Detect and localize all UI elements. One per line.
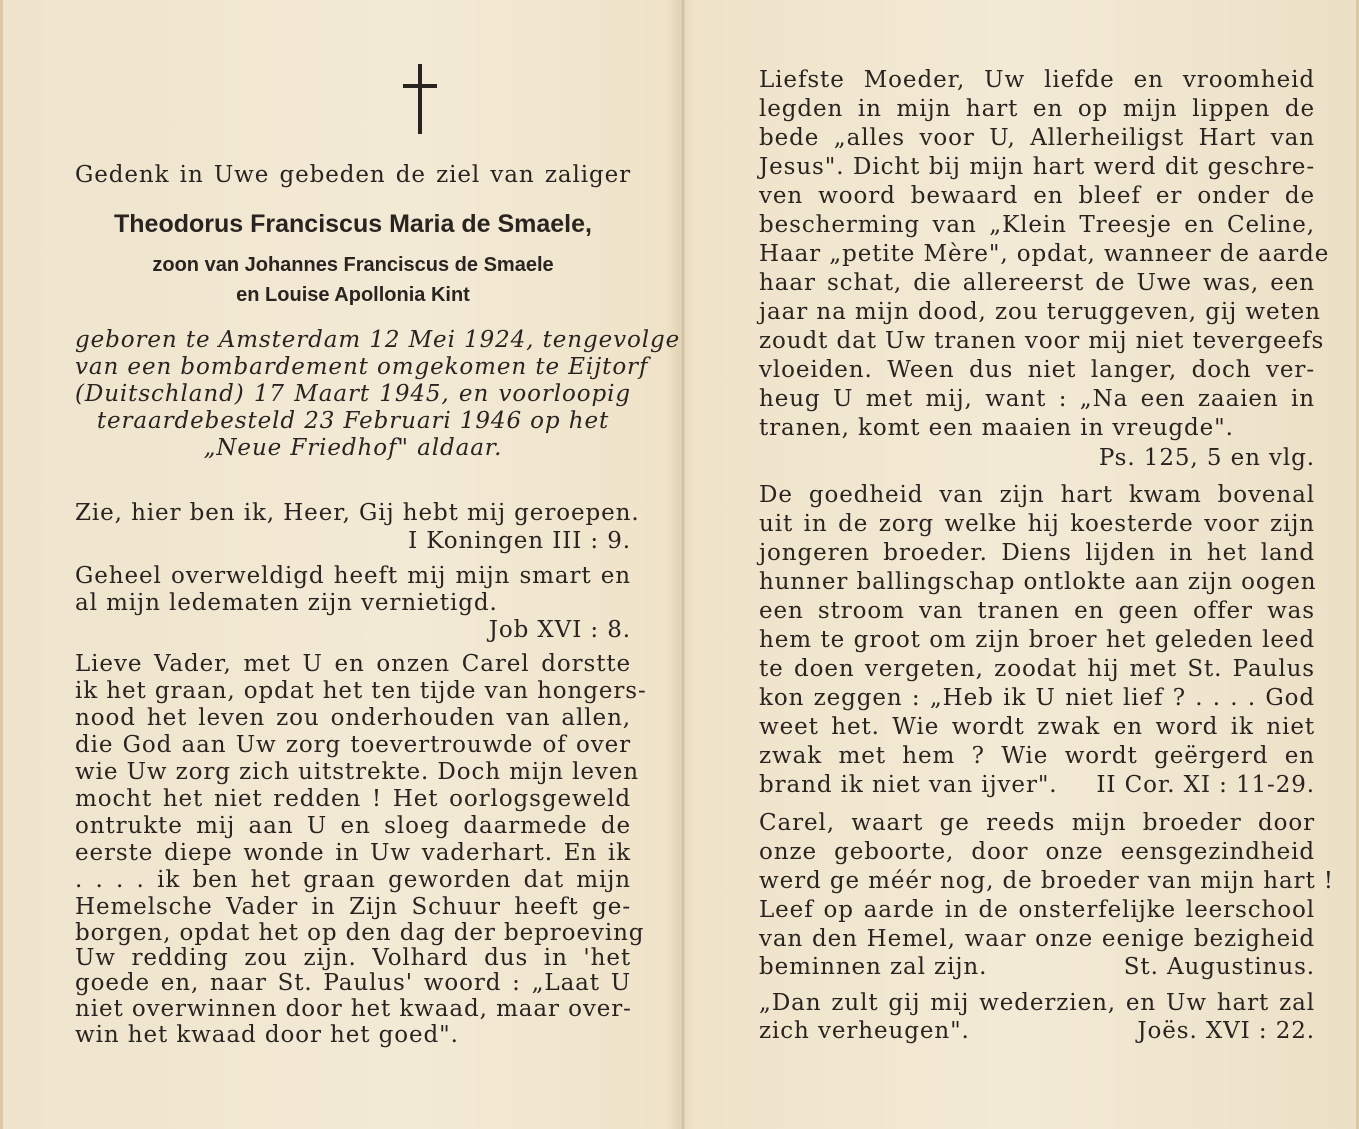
mother-paragraph-line: heug U met mij, want : „Na een zaaien in — [759, 386, 1315, 412]
mother-paragraph-line: Haar „petite Mère", opdat, wanneer de aarde — [759, 241, 1330, 267]
brother-paragraph-line: brand ik niet van ijver". — [759, 772, 1058, 798]
corinthians-reference: II Cor. XI : 11-29. — [1096, 772, 1315, 798]
left-page — [75, 0, 681, 1129]
closing-quote-line: zich verheugen". — [759, 1018, 970, 1044]
father-paragraph-line: borgen, opdat het op den dag der beproeving — [75, 920, 645, 946]
quote-2-line: Geheel overweldigd heeft mij mijn smart en — [75, 563, 631, 589]
card-fold — [681, 0, 685, 1129]
closing-quote-line: „Dan zult gij mij wederzien, en Uw hart zal — [759, 990, 1315, 1016]
carel-paragraph-line: werd ge méér nog, de broeder van mijn hart ! — [759, 868, 1334, 894]
father-paragraph-line: ontrukte mij aan U en sloeg daarmede de — [75, 813, 631, 839]
brother-paragraph-line: uit in de zorg welke hij koesterde voor zijn — [759, 511, 1315, 537]
bio-line: teraardebesteld 23 Februari 1946 op het — [96, 408, 610, 434]
closing-quote-last-line — [759, 1017, 1315, 1046]
parents-line-2: en Louise Apollonia Kint — [236, 284, 470, 306]
bio-line: „Neue Friedhof" aldaar. — [203, 435, 503, 461]
carel-paragraph-line: Carel, waart ge reeds mijn broeder door — [759, 810, 1315, 836]
mother-paragraph-line: zoudt dat Uw tranen voor mij niet tevergeefs — [759, 328, 1325, 354]
brother-paragraph-line: een stroom van tranen en geen offer was — [759, 598, 1315, 624]
mother-paragraph-line: Liefste Moeder, Uw liefde en vroomheid — [759, 67, 1315, 93]
carel-paragraph-line: onze geboorte, door onze eensgezindheid — [759, 839, 1315, 865]
father-paragraph-line: . . . . ik ben het graan geworden dat mijn — [75, 867, 631, 893]
father-paragraph-line: Uw redding zou zijn. Volhard dus in 'het — [75, 945, 631, 971]
father-paragraph-line: eerste diepe wonde in Uw vaderhart. En ik — [75, 840, 631, 866]
brother-paragraph-line: De goedheid van zijn hart kwam bovenal — [759, 482, 1315, 508]
father-paragraph-line: Lieve Vader, met U en onzen Carel dorstte — [75, 651, 631, 677]
john-reference: Joës. XVI : 22. — [1137, 1018, 1315, 1044]
quote-2-line: al mijn ledematen zijn vernietigd. — [75, 590, 498, 616]
right-page — [759, 0, 1334, 1129]
mother-paragraph-line: vloeiden. Ween dus niet langer, doch ver- — [759, 357, 1315, 383]
brother-paragraph-line: weet het. Wie wordt zwak en word ik niet — [759, 714, 1315, 740]
father-paragraph-line: Hemelsche Vader in Zijn Schuur heeft ge- — [75, 894, 631, 920]
father-paragraph-line: ik het graan, opdat het ten tijde van hongers- — [75, 678, 647, 704]
cross-icon — [399, 64, 441, 136]
mother-paragraph-line: bede „alles voor U, Allerheiligst Hart van — [759, 125, 1315, 151]
brother-paragraph-last-line — [759, 771, 1315, 800]
mother-paragraph-line: bescherming van „Klein Treesje en Celine, — [759, 212, 1315, 238]
bio-line: van een bombardement omgekomen te Eijtorf — [75, 354, 649, 380]
quote-1-reference: I Koningen III : 9. — [408, 528, 631, 554]
father-paragraph-line: die God aan Uw zorg toevertrouwde of over — [75, 732, 631, 758]
intro-text: Gedenk in Uwe gebeden de ziel van zaliger — [75, 162, 631, 188]
brother-paragraph-line: te doen vergeten, zoodat hij met St. Paulus — [759, 656, 1315, 682]
quote-1: Zie, hier ben ik, Heer, Gij hebt mij geroepen. — [75, 500, 640, 526]
parents-line-1: zoon van Johannes Franciscus de Smaele — [152, 254, 554, 276]
father-paragraph-line: goede en, naar St. Paulus' woord : „Laat U — [75, 970, 631, 996]
deceased-name: Theodorus Franciscus Maria de Smaele, — [114, 210, 592, 238]
brother-paragraph-line: hunner ballingschap ontlokte aan zijn oogen — [759, 569, 1317, 595]
carel-paragraph-line: van den Hemel, waar onze eenige bezigheid — [759, 926, 1315, 952]
bio-line: geboren te Amsterdam 12 Mei 1924, tengevolge — [75, 327, 681, 353]
brother-paragraph-line: hem te groot om zijn broer het geleden leed — [759, 627, 1315, 653]
father-paragraph-line: nood het leven zou onderhouden van allen, — [75, 705, 631, 731]
mother-paragraph-line: tranen, komt een maaien in vreugde". — [759, 415, 1234, 441]
father-paragraph-line: niet overwinnen door het kwaad, maar over- — [75, 996, 632, 1022]
carel-paragraph-line: beminnen zal zijn. — [759, 954, 988, 980]
bio-line: (Duitschland) 17 Maart 1945, en voorloopig — [75, 381, 631, 407]
mother-paragraph-line: ven woord bewaard en bleef er onder de — [759, 183, 1315, 209]
mother-paragraph-line: legden in mijn hart en op mijn lippen de — [759, 96, 1315, 122]
father-paragraph-line: win het kwaad door het goed". — [75, 1022, 459, 1048]
carel-paragraph-last-line — [759, 953, 1315, 982]
father-paragraph-line: mocht het niet redden ! Het oorlogsgeweld — [75, 786, 631, 812]
brother-paragraph-line: jongeren broeder. Diens lijden in het land — [759, 540, 1315, 566]
father-paragraph-line: wie Uw zorg zich uitstrekte. Doch mijn leven — [75, 759, 639, 785]
brother-paragraph-line: zwak met hem ? Wie wordt geërgerd en — [759, 743, 1315, 769]
augustinus-reference: St. Augustinus. — [1123, 954, 1315, 980]
psalm-reference: Ps. 125, 5 en vlg. — [1098, 445, 1315, 471]
brother-paragraph-line: kon zeggen : „Heb ik U niet lief ? . . . . God — [759, 685, 1315, 711]
mother-paragraph-line: haar schat, die allereerst de Uwe was, een — [759, 270, 1315, 296]
mother-paragraph-line: jaar na mijn dood, zou teruggeven, gij weten — [759, 299, 1321, 325]
quote-2-reference: Job XVI : 8. — [488, 617, 631, 643]
carel-paragraph-line: Leef op aarde in de onsterfelijke leerschool — [759, 897, 1315, 923]
mother-paragraph-line: Jesus". Dicht bij mijn hart werd dit geschre- — [759, 154, 1315, 180]
